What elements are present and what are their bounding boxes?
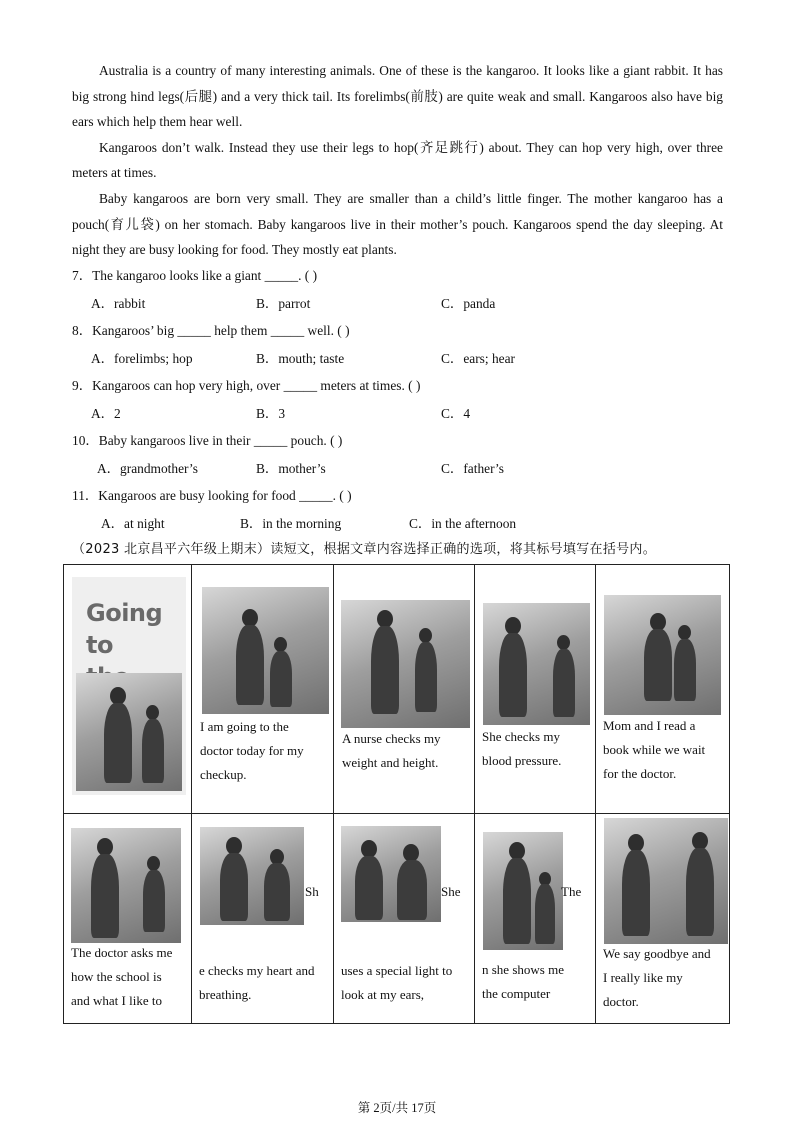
title-photo [76,673,182,791]
caption-7-overflow: She [441,884,461,899]
caption-line: weight and height. [342,755,439,770]
story-panel-7 [334,814,475,1023]
story-panel-1 [192,565,334,814]
passage-paragraph-3: Baby kangaroos are born very small. They are smaller than a child’s little finger. The mother kangaroo has a pouch(育儿袋) on her stomach. Baby kangaroos live in their mother’s pouch. Kangaroos spend the day sleeping. At night they are busy looking for food. They mostly eat plants. [72,190,723,258]
caption-line: Mom and I read a [603,718,696,733]
caption-3 [482,725,561,773]
photo-goodbye [604,818,728,944]
passage-paragraph-1: Australia is a country of many interesting animals. One of these is the kangaroo. It looks like a giant rabbit. It has big strong hind legs(后腿) and a very thick tail. Its forelimbs(前肢) are quite weak and small. Kangaroos also have big ears which help them hear well. [72,63,723,130]
figure-body [143,870,165,932]
figure-head [147,856,160,871]
section-intro: （2023 北京昌平六年级上期末）读短文，根据文章内容选择正确的选项，将其标号填写在括号内。 [72,542,657,557]
figure-body [142,719,164,783]
figure-head [557,635,570,650]
caption-line: for the doctor. [603,766,677,781]
story-title-cell [64,565,192,814]
figure-body [236,625,264,705]
caption-line: The doctor asks me [71,945,173,960]
figure-body [503,858,531,944]
figure-body [264,863,290,921]
figure-body [220,853,248,921]
figure-body [104,703,132,783]
caption-line: e checks my heart and [199,963,315,978]
figure-body [415,642,437,712]
photo-weight-height [341,600,470,728]
story-grid [63,564,730,1024]
page-footer: 第 2页/共 17页 [357,1101,437,1115]
q8-option-a[interactable]: A．forelimbs; hop [91,351,193,366]
figure-body [91,854,119,938]
q11-option-c[interactable]: C．in the afternoon [409,516,517,531]
figure-body [270,651,292,707]
q7-option-c[interactable]: C．panda [441,296,496,311]
caption-line: doctor today for my [200,743,304,758]
caption-line: look at my ears, [341,987,425,1002]
figure-head [678,625,691,640]
q9-option-c[interactable]: C．4 [441,406,471,421]
caption-line: book while we wait [603,742,706,757]
caption-2 [342,727,441,775]
caption-line: blood pressure. [482,753,562,768]
figure-body [499,633,527,717]
story-panel-3 [475,565,596,814]
story-panel-5 [64,814,192,1023]
q8-option-c[interactable]: C．ears; hear [441,351,515,366]
caption-line: uses a special light to [341,963,453,978]
caption-line: I am going to the [200,719,289,734]
photo-heart-check [200,827,304,925]
story-panel-6 [192,814,334,1023]
figure-head [146,705,159,720]
question-7: 7．The kangaroo looks like a giant _____. ( ) [72,268,318,283]
figure-body [397,860,427,920]
caption-line: We say goodbye and [603,946,711,961]
question-11: 11．Kangaroos are busy looking for food _____. ( ) [72,488,352,503]
figure-body [535,884,555,944]
question-10: 10．Baby kangaroos live in their _____ pouch. ( ) [72,433,343,448]
caption-6 [199,959,315,1007]
q9-option-b[interactable]: B．3 [256,406,286,421]
figure-body [622,850,650,936]
story-title-line-1: Going to [86,599,163,659]
figure-body [553,649,575,717]
caption-line: n she shows me [482,962,564,977]
caption-1 [200,715,304,787]
figure-body [371,626,399,714]
caption-7 [341,959,452,1007]
figure-body [644,629,672,701]
story-panel-4 [596,565,729,814]
story-panel-2 [334,565,475,814]
caption-line: and what I like to [71,993,162,1008]
caption-line: breathing. [199,987,252,1002]
q7-option-b[interactable]: B．parrot [256,296,311,311]
figure-body [686,848,714,936]
photo-computer [483,832,563,950]
photo-doctor-talk [71,828,181,943]
figure-body [355,856,383,920]
story-panel-8 [475,814,596,1023]
caption-line: how the school is [71,969,162,984]
title-illustration [72,577,186,795]
reading-passage [72,58,723,263]
caption-8 [482,958,564,1006]
figure-head [274,637,287,652]
question-9: 9．Kangaroos can hop very high, over _____ meters at times. ( ) [72,378,421,393]
caption-line: A nurse checks my [342,731,441,746]
q10-option-a[interactable]: A．grandmother’s [97,461,198,476]
q8-option-b[interactable]: B．mouth; taste [256,351,345,366]
caption-line: checkup. [200,767,247,782]
caption-line: I really like my [603,970,683,985]
figure-head [419,628,432,643]
passage-paragraph-2: Kangaroos don’t walk. Instead they use their legs to hop(齐足跳行) about. They can hop very high, over three meters at times. [72,139,723,181]
q11-option-a[interactable]: A．at night [101,516,165,531]
photo-ear-check [341,826,441,922]
q10-option-b[interactable]: B．mother’s [256,461,326,476]
caption-line: doctor. [603,994,639,1009]
q10-option-c[interactable]: C．father’s [441,461,504,476]
caption-line: the computer [482,986,551,1001]
caption-line: She checks my [482,729,560,744]
caption-5 [71,941,172,1013]
q9-option-a[interactable]: A．2 [91,406,121,421]
caption-4 [603,714,705,786]
figure-body [674,639,696,701]
question-8: 8．Kangaroos’ big _____ help them _____ well. ( ) [72,323,350,338]
caption-8-overflow: The [561,884,582,899]
q7-option-a[interactable]: A．rabbit [91,296,146,311]
caption-6-overflow: Sh [305,884,319,899]
photo-checkin [202,587,329,714]
caption-9 [603,942,711,1014]
photo-blood-pressure [483,603,590,725]
photo-reading [604,595,721,715]
q11-option-b[interactable]: B．in the morning [240,516,342,531]
story-panel-9 [596,814,729,1023]
